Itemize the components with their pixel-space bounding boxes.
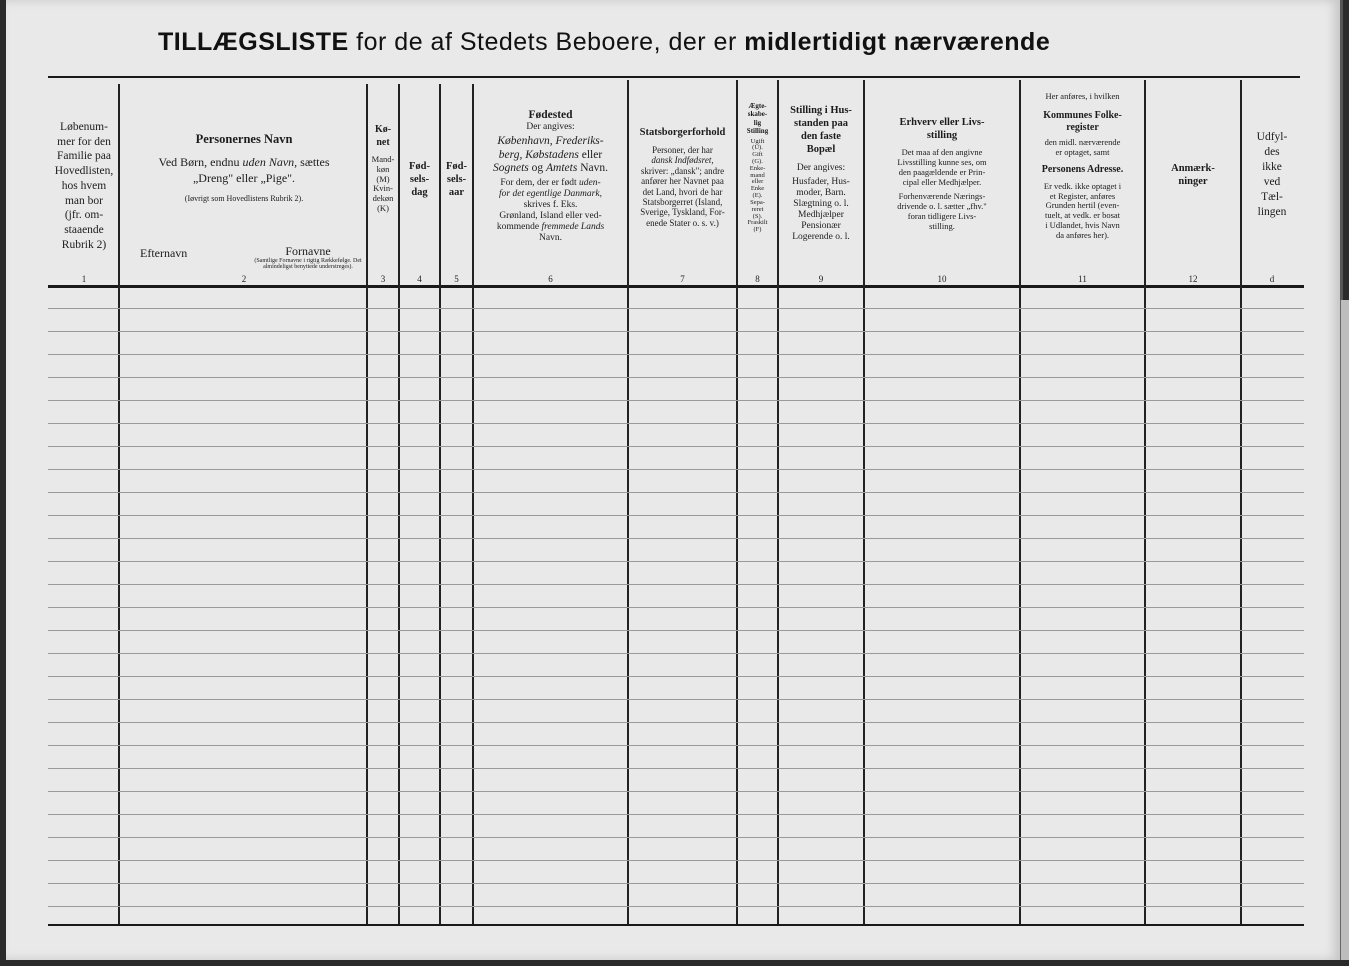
header-col7-p1-italic: dansk Indfødsret, [651, 155, 714, 166]
ruled-line [48, 607, 1304, 608]
header-col10 [865, 116, 1019, 231]
header-col-d: Udfyl- des ikke ved Tæl- lingen [1256, 131, 1288, 218]
ruled-line [48, 308, 1304, 309]
form-sheet [6, 0, 1343, 960]
header-col9-sub: Der angives: [796, 162, 846, 173]
ruled-line [48, 469, 1304, 470]
col-number-10: 10 [937, 274, 947, 284]
header-col6-sub: Der angives: [526, 122, 575, 133]
header-col8-title: Ægte- skabe- lig Stilling [746, 102, 769, 136]
header-col6-p3: Grønland, Island eller ved- kommende [496, 210, 602, 232]
col-number-1: 1 [81, 274, 87, 284]
col-number-2: 2 [241, 274, 247, 284]
header-col6-p2a: For dem, der er født [500, 177, 579, 188]
header-col10-p2: Forhenværende Nærings- drivende o. l. sætter „fhv." foran tidligere Livs- stilling. [897, 191, 987, 231]
col-divider-3 [398, 84, 400, 924]
header-col2-line2: „Dreng" eller „Pige". [192, 170, 296, 185]
header-col3-body: Mand- køn (M) Kvin- dekøn (K) [371, 154, 395, 213]
header-col8 [738, 102, 777, 234]
ruled-line [48, 423, 1304, 424]
ruled-line [48, 630, 1304, 631]
header-col6 [474, 108, 627, 243]
header-col6-italic3: Amtets [546, 161, 578, 174]
header-bottom-rule [48, 285, 1304, 288]
ruled-line [48, 354, 1304, 355]
ruled-line [48, 377, 1304, 378]
col-divider-11 [1144, 80, 1146, 924]
header-col6-title: Fødested [528, 109, 573, 121]
header-col6-p2b: skrives f. Eks. [523, 199, 578, 210]
header-col6-og: og [528, 161, 547, 174]
col-number-6: 6 [548, 274, 553, 284]
header-col11 [1021, 92, 1144, 240]
col-number-3: 3 [380, 274, 386, 284]
title-bold: TILLÆGSLISTE [158, 28, 349, 56]
header-col7-title: Statsborgerforhold [639, 127, 726, 138]
header-col6-p3-italic: fremmede Lands [541, 221, 605, 232]
header-fornavne-note: (Samtlige Fornavne i rigtig Rækkefølge. Det almindeligst benyttede understreges). [254, 258, 362, 271]
header-col7 [629, 126, 736, 228]
col-divider-1 [118, 84, 120, 924]
header-col2-line1-end: sættes [297, 154, 330, 169]
header-col11-p1: den midl. nærværende er optaget, samt [1044, 136, 1121, 157]
col-number-5: 5 [454, 274, 459, 284]
ruled-line [48, 653, 1304, 654]
ruled-line [48, 814, 1304, 815]
header-col2-line1-italic: uden Navn, [242, 154, 298, 169]
header-col4 [400, 160, 439, 199]
col-number-7: 7 [680, 274, 685, 284]
ruled-line [48, 699, 1304, 700]
ruled-line [48, 446, 1304, 447]
header-col2-note: (Iøvrigt som Hovedlistens Rubrik 2). [184, 194, 304, 203]
ruled-line [48, 331, 1304, 332]
header-col3-title: Kø- net [374, 124, 392, 148]
header-col7-p2: skriver: „dansk"; andre anfører her Navnet paa det Land, hvori de har Statsborgerret (Island, Sverige, Tyskland, For- enede Stater o. s. v.) [640, 165, 725, 228]
ruled-line [48, 561, 1304, 562]
header-efternavn: Efternavn [140, 246, 188, 260]
col-number-11: 11 [1078, 274, 1087, 284]
header-col6-p2-italic: uden- for det egentlige Danmark, [499, 177, 602, 199]
header-col6-mid: eller [578, 148, 603, 161]
header-col5-title: Fød- sels- aar [446, 161, 467, 199]
header-col7-p1: Personer, der har [652, 145, 713, 156]
ruled-line [48, 676, 1304, 677]
header-col6-navn: Navn. [577, 161, 608, 174]
header-col12 [1146, 162, 1240, 188]
header-col2 [122, 132, 366, 203]
header-col11-title: Kommunes Folke- register [1043, 109, 1122, 134]
ruled-line [48, 791, 1304, 792]
col-number-4: 4 [417, 274, 422, 284]
col-divider-4 [439, 84, 441, 924]
form-title [158, 28, 1218, 68]
header-col6-p3-end: Navn. [539, 232, 562, 243]
ruled-line [48, 400, 1304, 401]
ruled-line [48, 584, 1304, 585]
ruled-line [48, 860, 1304, 861]
header-col9-body: Husfader, Hus- moder, Barn. Slægtning o. l. Medhjælper Pensionær Logerende o. l. [792, 177, 850, 243]
ruled-line [48, 492, 1304, 493]
table-bottom-rule [48, 924, 1304, 926]
ruled-line [48, 837, 1304, 838]
header-col9-title: Stilling i Hus- standen paa den faste Bopæl [790, 105, 852, 156]
header-col6-italic2: Sognets [492, 161, 529, 174]
ruled-line [48, 768, 1304, 769]
header-col11-title2: Personens Adresse. [1041, 164, 1124, 176]
header-col8-body: Ugift (U). Gift (G). Enke- mand eller Enke (E). Sepa- reret (S). Fraskilt (F) [747, 137, 768, 234]
header-col3 [368, 124, 398, 214]
header-col11-p2: Er vedk. ikke optaget i et Register, anføres Grunden hertil (even- tuelt, at vedk. er bosat i Udlandet, hvis Navn da anføres her). [1043, 180, 1122, 240]
title-bold-2: midlertidigt nærværende [744, 28, 1051, 56]
header-col2-line1: Ved Børn, endnu [158, 154, 243, 169]
header-top-rule [48, 76, 1300, 78]
header-col10-p1: Det maa af den angivne Livsstilling kunne ses, om den paagældende er Prin- cipal eller Medhjælper. [897, 147, 987, 187]
ruled-line [48, 906, 1304, 907]
ruled-line [48, 883, 1304, 884]
header-col5 [441, 160, 472, 199]
title-text: for de af Stedets Beboere, der er [348, 28, 745, 56]
header-col4-title: Fød- sels- dag [409, 161, 430, 199]
col-number-8: 8 [755, 274, 760, 284]
header-col9 [779, 104, 863, 243]
header-col6-italic1: København, Frederiks- berg, Købstadens [497, 135, 604, 161]
ruled-line [48, 722, 1304, 723]
ruled-line [48, 745, 1304, 746]
ruled-line [48, 515, 1304, 516]
header-col10-title: Erhverv eller Livs- stilling [899, 117, 985, 142]
header-col1-text: Løbenum- mer for den Familie paa Hovedlisten, hos hvem man bor (jfr. om- staaende Rubrik 2) [54, 121, 114, 251]
header-col12-title: Anmærk- ninger [1171, 163, 1215, 188]
col-number-12: 12 [1188, 274, 1198, 284]
header-col11-top: Her anføres, i hvilken [1045, 91, 1120, 101]
ruled-line [48, 538, 1304, 539]
col-number-d: d [1269, 274, 1275, 284]
header-col2-title: Personernes Navn [195, 132, 293, 146]
col-number-9: 9 [818, 274, 824, 284]
header-fornavne: Fornavne [285, 244, 331, 258]
